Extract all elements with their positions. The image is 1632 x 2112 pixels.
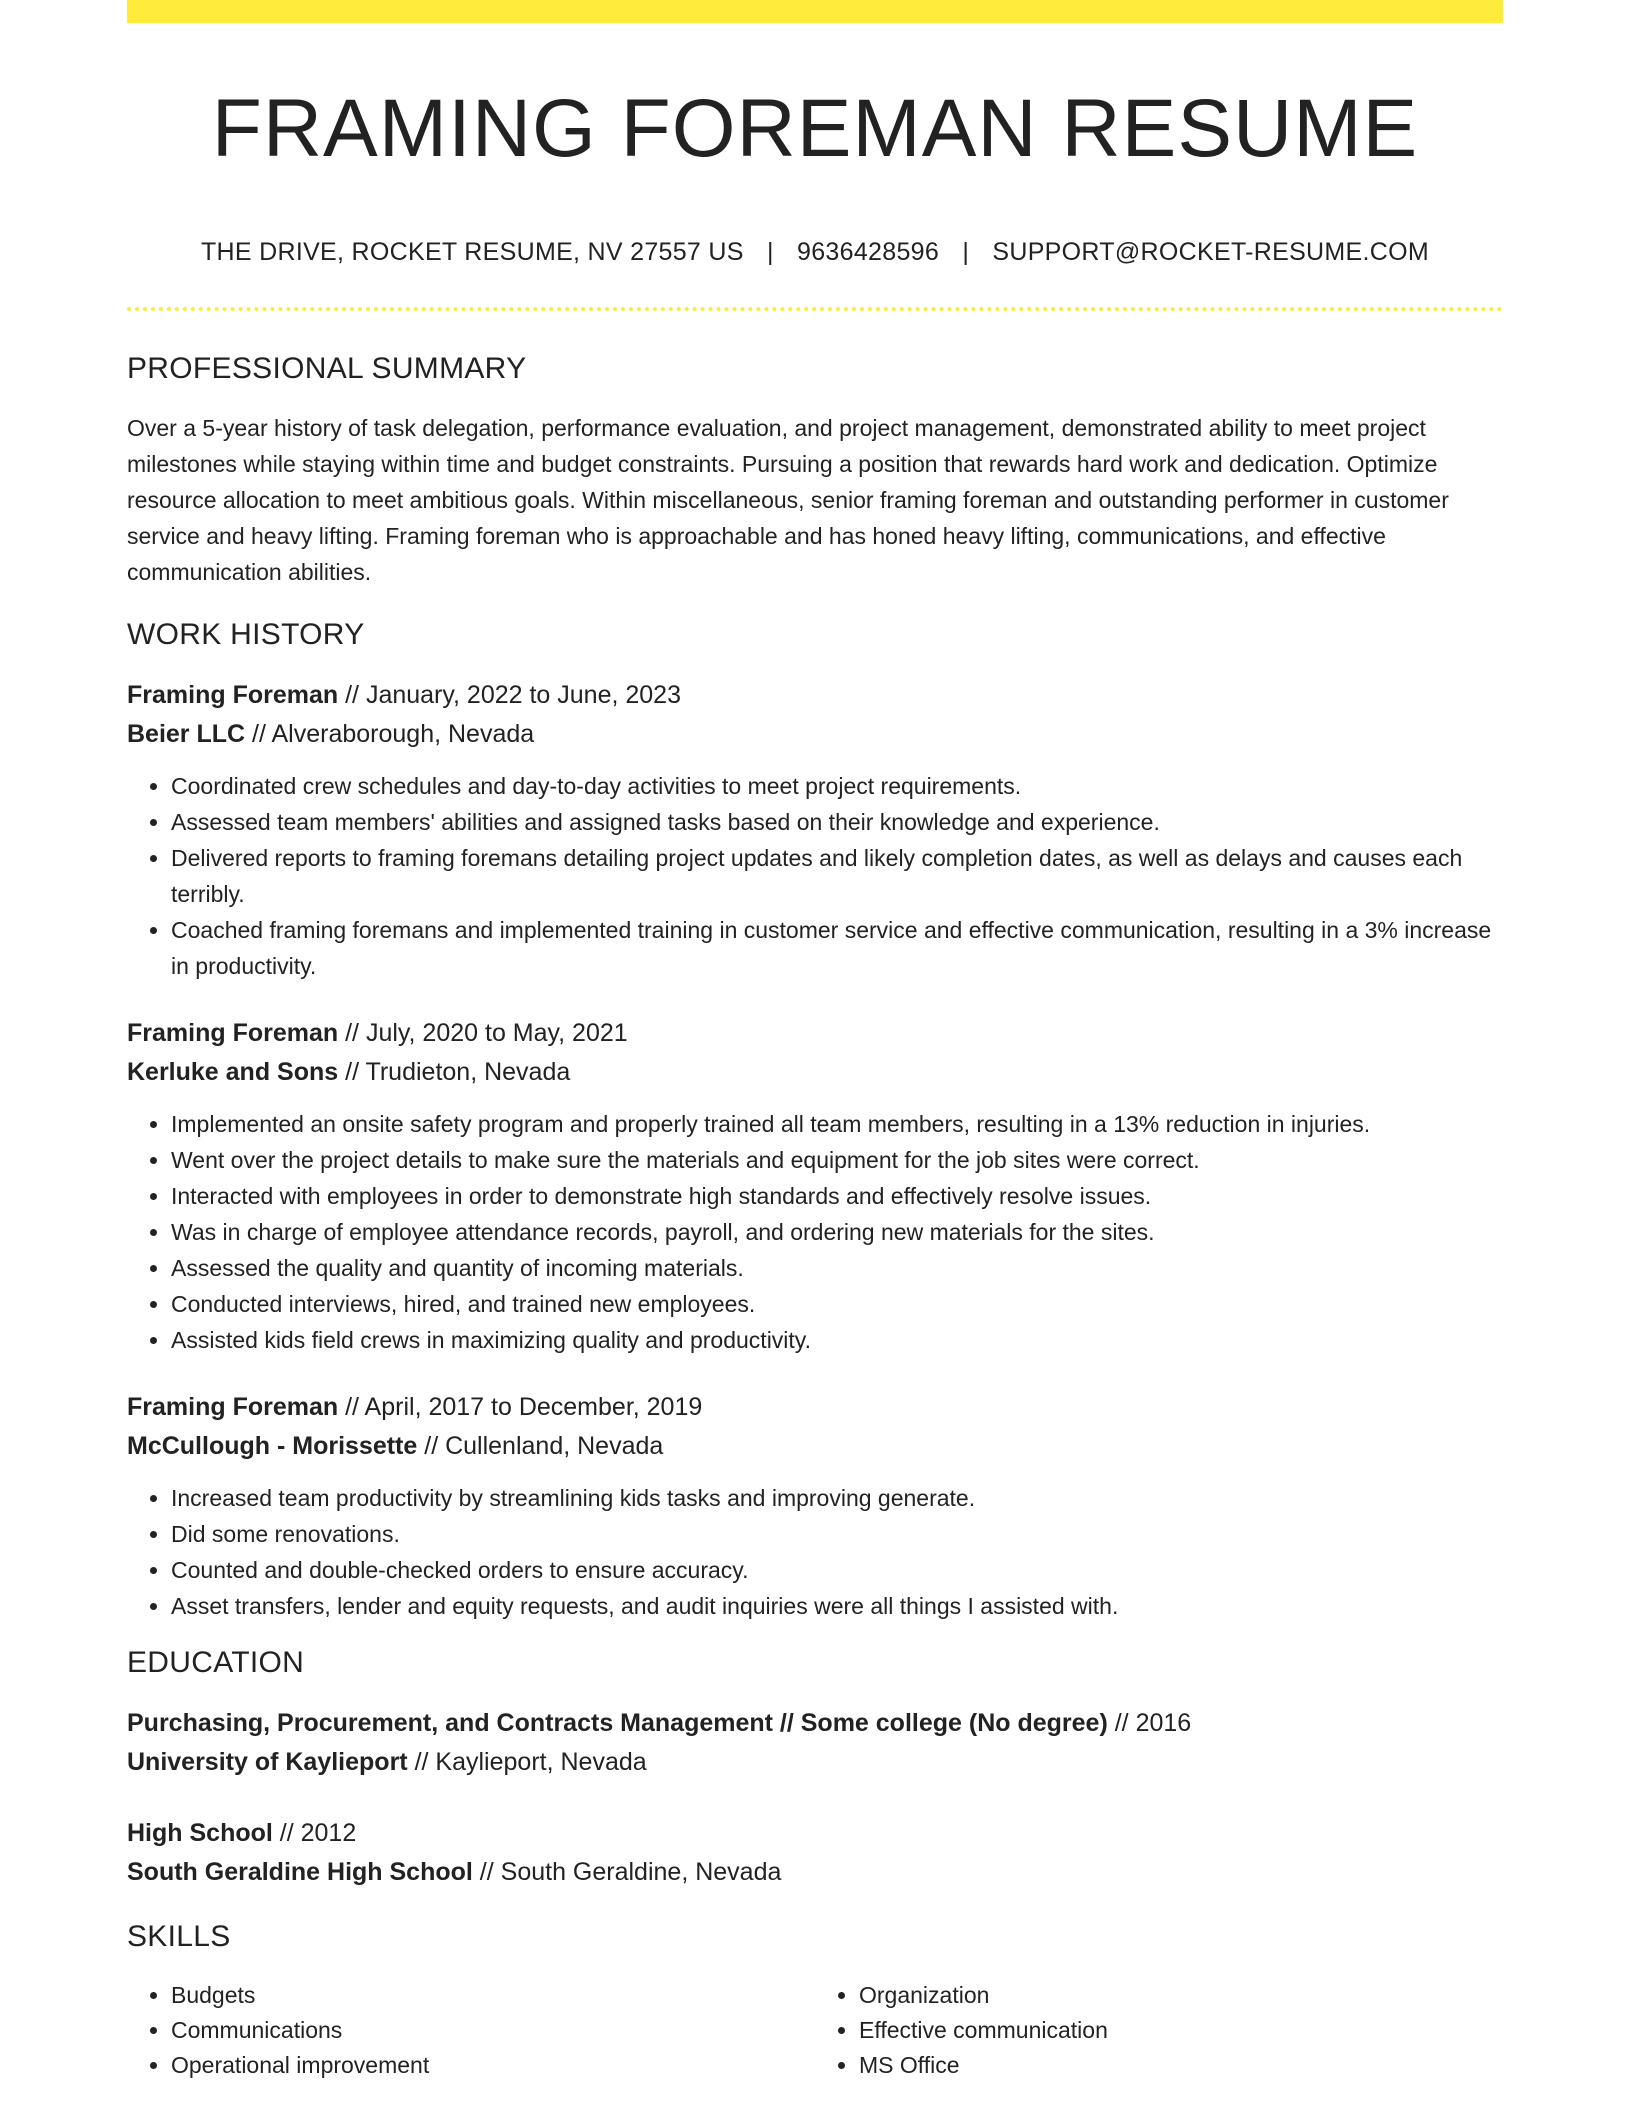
job-bullet: • Coordinated crew schedules and day-to-day activities to meet project requirements. [171, 768, 1503, 804]
job-location: // Cullenland, Nevada [417, 1432, 664, 1460]
job-location: // Alveraborough, Nevada [245, 720, 535, 748]
job-bullet: • Went over the project details to make sure the materials and equipment for the job sites were correct. [171, 1142, 1503, 1178]
job-title: Framing Foreman [127, 681, 339, 709]
contact-phone: 9636428596 [797, 238, 940, 266]
resume-body [127, 352, 1503, 2083]
skills-heading: SKILLS [127, 1920, 231, 1953]
job-bullet: • Was in charge of employee attendance records, payroll, and ordering new materials for the sites. [171, 1214, 1503, 1250]
contact-line [127, 238, 1503, 267]
job-bullet: • Delivered reports to framing foremans detailing project updates and likely completion dates, as well as delays and causes each terribly. [171, 840, 1503, 912]
education-school: University of Kaylieport [127, 1748, 408, 1776]
education-location: // South Geraldine, Nevada [472, 1858, 782, 1886]
job-title-line [127, 1388, 1503, 1427]
job-title-line [127, 676, 1503, 715]
education-heading: EDUCATION [127, 1646, 305, 1679]
education-school: South Geraldine High School [127, 1858, 473, 1886]
education-entry [127, 1814, 1503, 1892]
education-degree: Purchasing, Procurement, and Contracts Management // Some college (No degree) [127, 1709, 1108, 1737]
skill-item: • Effective communication [859, 2013, 1503, 2048]
job-dates: // July, 2020 to May, 2021 [338, 1019, 628, 1047]
job-bullet: • Coached framing foremans and implemented training in customer service and effective communication, resulting in a 3% increase in productivity. [171, 912, 1503, 984]
job-bullet: • Asset transfers, lender and equity requests, and audit inquiries were all things I assisted with. [171, 1588, 1503, 1624]
job-company-line [127, 1427, 1503, 1466]
job-title-line [127, 1014, 1503, 1053]
job-bullet: • Assisted kids field crews in maximizing quality and productivity. [171, 1322, 1503, 1358]
summary-text: Over a 5-year history of task delegation, performance evaluation, and project management, demonstrated ability to meet project milestones while staying within time and budget constraints. Pursuing a position that rewards hard work and dedication. Optimize resource allocation to meet ambitious goals. Within miscellaneous, senior framing foreman and outstanding performer in customer service and heavy lifting. Framing foreman who is approachable and has honed heavy lifting, communications, and effective communication abilities. [127, 415, 1449, 585]
job-company: McCullough - Morissette [127, 1432, 418, 1460]
page-title: FRAMING FOREMAN RESUME [211, 83, 1419, 174]
contact-address: THE DRIVE, ROCKET RESUME, NV 27557 US [200, 238, 744, 266]
job-bullet: • Conducted interviews, hired, and trained new employees. [171, 1286, 1503, 1322]
skill-item: • Organization [859, 1978, 1503, 2013]
job-location: // Trudieton, Nevada [338, 1058, 571, 1086]
top-accent-bar [127, 0, 1503, 23]
education-year: // 2012 [272, 1819, 357, 1847]
job-bullets [127, 1106, 1503, 1358]
job-company: Beier LLC [127, 720, 246, 748]
skill-item: • Communications [171, 2013, 815, 2048]
education-degree-line [127, 1814, 1503, 1853]
contact-separator: | [766, 238, 774, 266]
job-bullet: • Increased team productivity by streamlining kids tasks and improving generate. [171, 1480, 1503, 1516]
job-bullet: • Interacted with employees in order to demonstrate high standards and effectively resolve issues. [171, 1178, 1503, 1214]
job-entry [127, 1014, 1503, 1358]
job-entry [127, 1388, 1503, 1624]
job-title: Framing Foreman [127, 1393, 339, 1421]
summary-heading: PROFESSIONAL SUMMARY [127, 352, 527, 385]
education-school-line [127, 1853, 1503, 1892]
education-degree: High School [127, 1819, 273, 1847]
work-history-heading: WORK HISTORY [127, 618, 365, 651]
education-school-line [127, 1743, 1503, 1782]
education-entry [127, 1704, 1503, 1782]
education-location: // Kaylieport, Nevada [407, 1748, 647, 1776]
skill-item: • Operational improvement [171, 2048, 815, 2083]
education-degree-line [127, 1704, 1503, 1743]
job-dates: // January, 2022 to June, 2023 [338, 681, 681, 709]
job-company-line [127, 1053, 1503, 1092]
job-entry [127, 676, 1503, 984]
job-bullet: • Did some renovations. [171, 1516, 1503, 1552]
job-bullet: • Assessed the quality and quantity of incoming materials. [171, 1250, 1503, 1286]
skills-column-left [127, 1978, 815, 2083]
contact-email: SUPPORT@ROCKET-RESUME.COM [992, 238, 1429, 266]
skills-column-right [815, 1978, 1503, 2083]
job-bullet: • Counted and double-checked orders to ensure accuracy. [171, 1552, 1503, 1588]
skill-item: • Budgets [171, 1978, 815, 2013]
contact-separator: | [962, 238, 970, 266]
skill-item: • MS Office [859, 2048, 1503, 2083]
dotted-divider [127, 307, 1503, 311]
job-bullet: • Assessed team members' abilities and assigned tasks based on their knowledge and experience. [171, 804, 1503, 840]
job-bullets [127, 1480, 1503, 1624]
skills-list [127, 1978, 1503, 2083]
job-title: Framing Foreman [127, 1019, 339, 1047]
education-year: // 2016 [1107, 1709, 1192, 1737]
job-company-line [127, 715, 1503, 754]
job-dates: // April, 2017 to December, 2019 [338, 1393, 703, 1421]
job-bullets [127, 768, 1503, 984]
job-company: Kerluke and Sons [127, 1058, 339, 1086]
job-bullet: • Implemented an onsite safety program and properly trained all team members, resulting in a 13% reduction in injuries. [171, 1106, 1503, 1142]
